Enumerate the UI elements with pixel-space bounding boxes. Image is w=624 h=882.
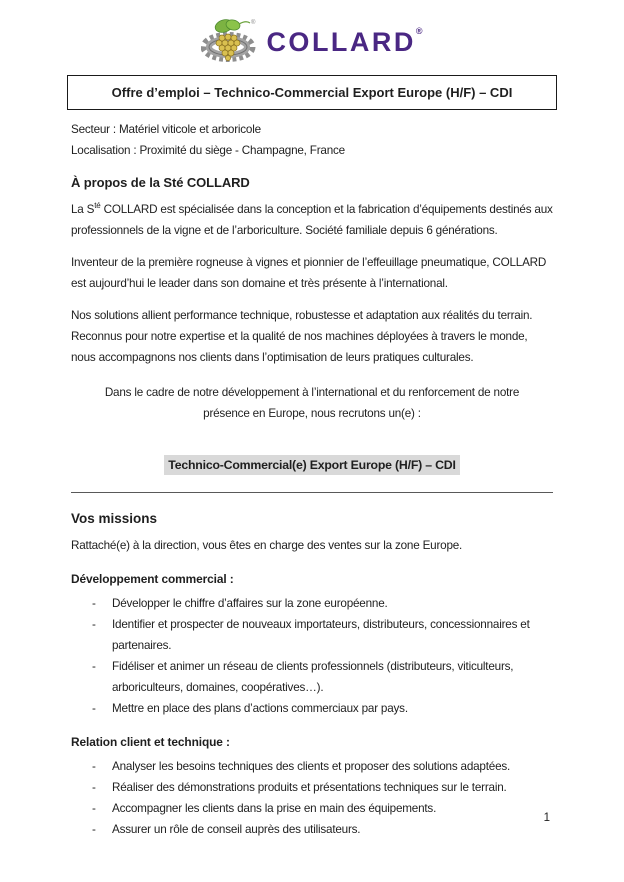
dev-commercial-heading: Développement commercial : <box>71 572 234 586</box>
list-item-text: Fidéliser et animer un réseau de clients professionnels (distributeurs, viticulteurs, arboriculteurs, domaines, coopératives…). <box>112 660 514 694</box>
relation-client-list <box>71 756 553 840</box>
job-offer-title-box <box>67 75 557 110</box>
list-item <box>71 593 553 614</box>
section-divider <box>71 492 553 493</box>
gear-grapes-icon <box>201 16 259 64</box>
list-item <box>71 698 553 719</box>
relation-client-heading: Relation client et technique : <box>71 735 230 749</box>
list-item-text: Développer le chiffre d’affaires sur la zone européenne. <box>112 597 388 610</box>
logo-mark-registered: ® <box>251 20 256 26</box>
list-item <box>71 798 553 819</box>
list-item-text: Analyser les besoins techniques des clients et proposer des solutions adaptées. <box>112 760 511 773</box>
dash-bullet: - <box>92 781 96 794</box>
superscript-te: té <box>94 201 101 211</box>
registered-mark: ® <box>415 25 423 36</box>
missions-intro: Rattaché(e) à la direction, vous êtes en charge des ventes sur la zone Europe. <box>71 539 463 552</box>
list-item-text: Identifier et prospecter de nouveaux importateurs, distributeurs, concessionnaires et partenaires. <box>112 618 530 652</box>
about-heading: À propos de la Sté COLLARD <box>71 175 250 190</box>
about-paragraph-2: Inventeur de la première rogneuse à vignes et pionnier de l’effeuillage pneumatique, COLLARD est aujourd’hui le leader dans son domaine et très présente à l’international. <box>71 256 547 290</box>
meta-localisation: Localisation : Proximité du siège - Champagne, France <box>71 144 345 157</box>
meta-secteur: Secteur : Matériel viticole et arboricole <box>71 123 261 136</box>
about-paragraph-3: Nos solutions allient performance technique, robustesse et adaptation aux réalités du terrain. Reconnus pour notre expertise et la qualité de nos machines déployées à travers le monde, nous accompagnons nos clients dans l’optimisation de leurs pratiques culturales. <box>71 309 533 364</box>
job-highlight: Technico-Commercial(e) Export Europe (H/F) – CDI <box>164 455 459 475</box>
list-item-text: Accompagner les clients dans la prise en main des équipements. <box>112 802 437 815</box>
list-item <box>71 819 553 840</box>
dash-bullet: - <box>92 802 96 815</box>
list-item-text: Réaliser des démonstrations produits et présentations techniques sur le terrain. <box>112 781 507 794</box>
page-number: 1 <box>543 812 550 824</box>
dash-bullet: - <box>92 597 96 610</box>
list-item <box>71 777 553 798</box>
list-item <box>71 656 553 698</box>
job-offer-title: Offre d’emploi – Technico-Commercial Export Europe (H/F) – CDI <box>111 85 513 100</box>
recruiting-paragraph: Dans le cadre de notre développement à l’international et du renforcement de notre présence en Europe, nous recrutons un(e) : <box>104 386 520 420</box>
list-item-text: Assurer un rôle de conseil auprès des utilisateurs. <box>112 823 361 836</box>
dev-commercial-list <box>71 593 553 719</box>
job-meta <box>71 119 553 161</box>
dash-bullet: - <box>92 760 96 773</box>
list-item <box>71 756 553 777</box>
list-item <box>71 614 553 656</box>
dash-bullet: - <box>92 660 96 673</box>
dash-bullet: - <box>92 702 96 715</box>
about-paragraph-1: La $S^{té}$ COLLARD est spécialisée dans la conception et la fabrication d’équipements destinés aux professionnels de la vigne et de l’arboriculture. Société familiale depuis 6 générations. <box>71 201 553 237</box>
brand-name: COLLARD® <box>266 25 423 57</box>
dash-bullet: - <box>92 823 96 836</box>
missions-heading: Vos missions <box>71 511 158 526</box>
job-highlight-line <box>71 455 553 475</box>
brand-logo <box>71 16 553 64</box>
list-item-text: Mettre en place des plans d’actions commerciaux par pays. <box>112 702 408 715</box>
dash-bullet: - <box>92 618 96 631</box>
